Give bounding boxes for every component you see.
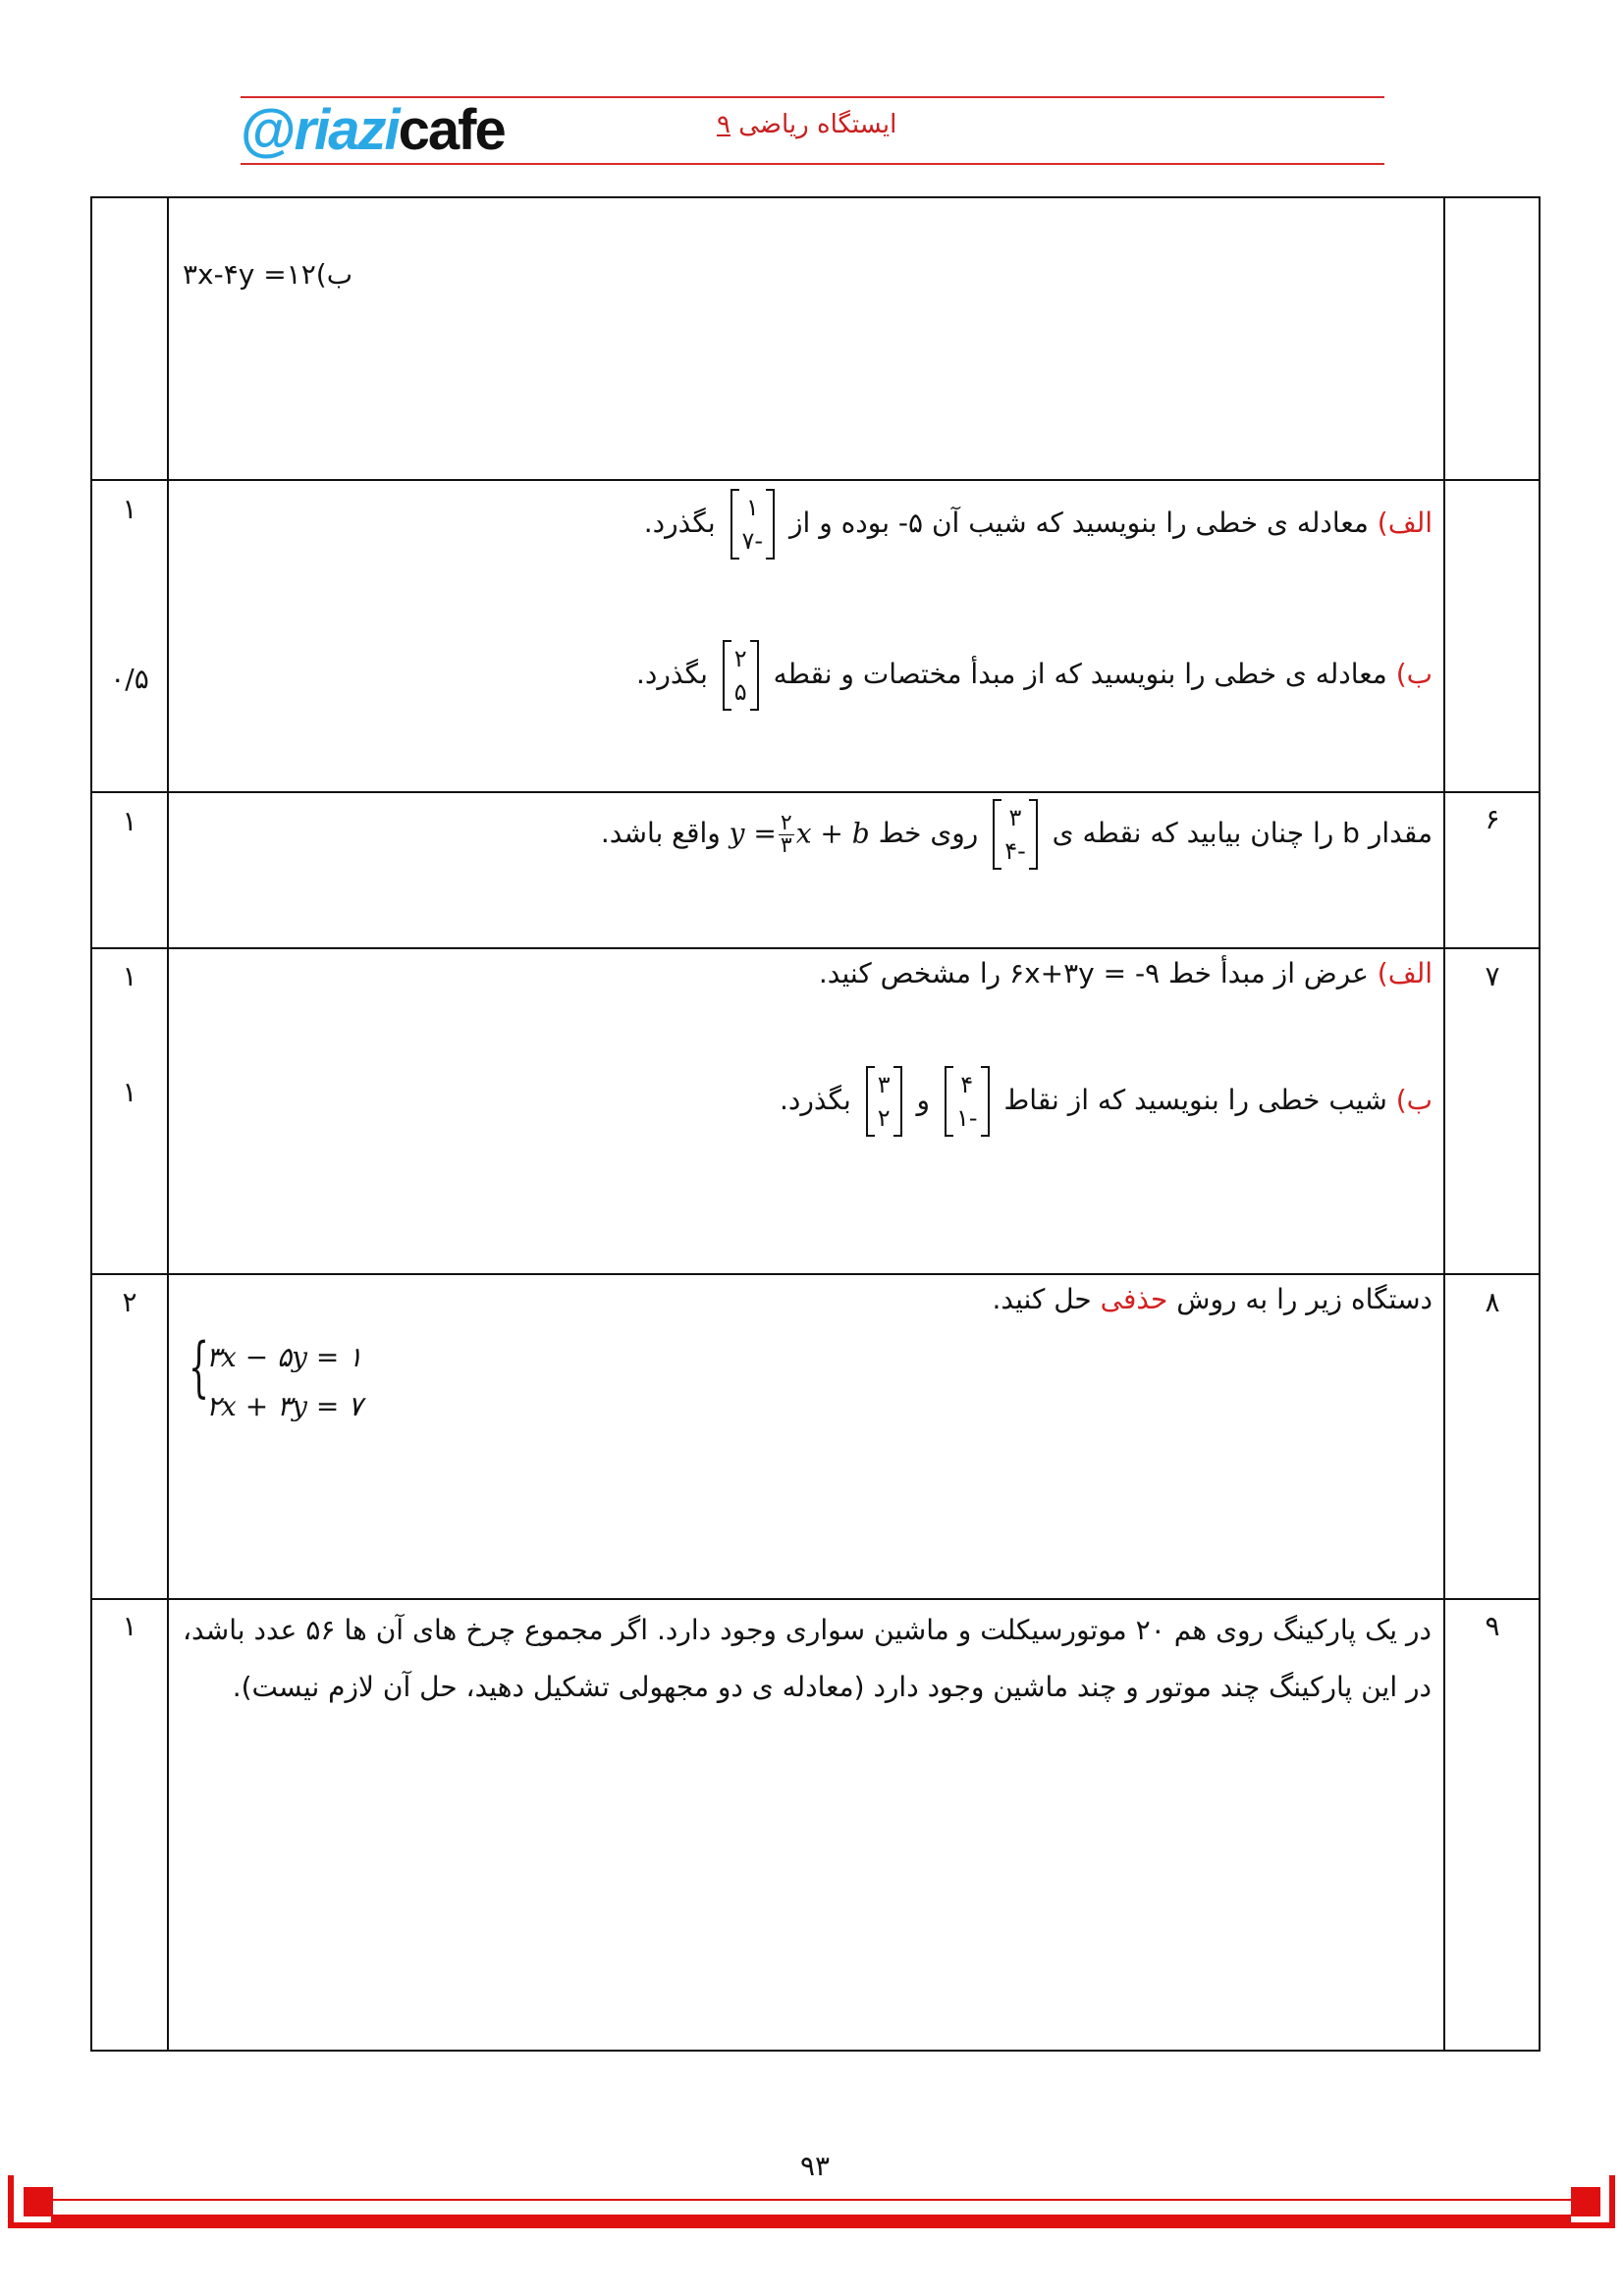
row7b-vector-1 bbox=[945, 1066, 990, 1137]
row5b-question bbox=[636, 640, 1433, 711]
row5b-score: ۰/۵ bbox=[110, 663, 149, 695]
question-number-9: ۹ bbox=[1485, 1610, 1500, 1642]
score-column-divider bbox=[167, 196, 169, 2052]
footer-corner-left-block bbox=[24, 2187, 53, 2216]
row5a-question bbox=[644, 489, 1433, 560]
system-brace: { bbox=[189, 1329, 209, 1405]
row5a-vector bbox=[730, 489, 776, 560]
equation-system bbox=[189, 1329, 363, 1431]
row7a-score: ۱ bbox=[122, 960, 137, 992]
vector-top: ۴ bbox=[960, 1071, 974, 1098]
system-equations bbox=[206, 1333, 362, 1431]
row-divider bbox=[90, 791, 1541, 793]
footer-thin-rule bbox=[51, 2199, 1571, 2201]
row8-text-post: حل کنید. bbox=[992, 1283, 1101, 1315]
row6-text2: روی خط bbox=[869, 817, 988, 849]
row7b-and: و bbox=[907, 1084, 939, 1116]
row6-text3: واقع باشد. bbox=[600, 817, 730, 849]
vector-top: ۲ bbox=[733, 645, 747, 672]
logo bbox=[241, 98, 505, 163]
row7a-text: عرض از مبدأ خط ۹- = ۶x+۳y را مشخص کنید. bbox=[818, 957, 1378, 989]
footer-corner-right-foot bbox=[1566, 2222, 1615, 2228]
question-number-8: ۸ bbox=[1485, 1286, 1500, 1318]
vector-bottom: ۵ bbox=[733, 678, 747, 706]
header-title bbox=[717, 110, 896, 139]
equation-lhs: y = bbox=[729, 817, 777, 849]
row5b-vector bbox=[723, 640, 759, 711]
row5b-text: معادله ی خطی را بنویسید که از مبدأ مختصات و نقطه bbox=[764, 658, 1396, 690]
question-number-6: ۶ bbox=[1485, 803, 1500, 835]
vector-bottom: ۴- bbox=[1004, 837, 1026, 865]
row5a-label: الف) bbox=[1377, 507, 1433, 539]
vector-bottom: ۲ bbox=[877, 1104, 891, 1132]
number-column-divider bbox=[1443, 196, 1445, 2052]
row9-score: ۱ bbox=[122, 1610, 137, 1642]
row6-text1: مقدار b را چنان بیابید که نقطه ی bbox=[1043, 817, 1433, 849]
row5a-end: بگذرد. bbox=[643, 507, 725, 539]
vector-top: ۱ bbox=[745, 494, 759, 521]
system-equation-1: ۳x − ۵y = ۱ bbox=[206, 1341, 363, 1373]
row8-text-pre: دستگاه زیر را به روش bbox=[1167, 1283, 1433, 1315]
vector-top: ۳ bbox=[1008, 804, 1022, 831]
system-equation-2: ۲x + ۳y = ۷ bbox=[206, 1390, 363, 1422]
footer-corner-left bbox=[8, 2175, 14, 2228]
row6-score: ۱ bbox=[122, 805, 137, 837]
row7b-end: بگذرد. bbox=[779, 1084, 860, 1116]
row8-text-red: حذفی bbox=[1100, 1283, 1168, 1315]
row5a-score: ۱ bbox=[122, 493, 137, 525]
row5a-text: معادله ی خطی را بنویسید که شیب آن ۵- بوده و از bbox=[781, 507, 1378, 539]
equation-fraction bbox=[779, 810, 794, 858]
row-divider bbox=[90, 947, 1541, 949]
row6-equation bbox=[729, 810, 870, 858]
header-bottom-rule bbox=[241, 163, 1384, 165]
page-number: ۹۳ bbox=[799, 2150, 831, 2182]
logo-cafe: cafe bbox=[398, 98, 505, 162]
row7b-label: ب) bbox=[1395, 1084, 1433, 1116]
fraction-denominator: ۳ bbox=[780, 832, 792, 858]
equation-rhs: x + b bbox=[795, 817, 870, 849]
row8-score: ۲ bbox=[122, 1286, 137, 1318]
row8-question bbox=[992, 1282, 1433, 1317]
logo-riazi: riazi bbox=[294, 98, 399, 162]
row6-question bbox=[601, 799, 1433, 870]
footer-bar bbox=[51, 2215, 1571, 2228]
row5b-label: ب) bbox=[1395, 658, 1433, 690]
row7b-vector-2 bbox=[866, 1066, 902, 1137]
row7b-text: شیب خطی را بنویسید که از نقاط bbox=[995, 1084, 1396, 1116]
row9-question: در یک پارکینگ روی هم ۲۰ موتورسیکلت و ماشین سواری وجود دارد. اگر مجموع چرخ های آن ها ۵۶ عدد باشد، در این پارکینگ چند موتور و چند ماشین وجود دارد (معادله ی دو مجهولی تشکیل دهید، حل آن لازم نیست). bbox=[183, 1614, 1433, 1703]
vector-bottom: ۱- bbox=[955, 1104, 978, 1132]
footer-corner-left-foot bbox=[8, 2222, 57, 2228]
header-title-text: ایستگاه ریاضی bbox=[730, 110, 897, 139]
row6-vector bbox=[993, 799, 1038, 870]
row5b-end: بگذرد. bbox=[636, 658, 717, 690]
row-divider bbox=[90, 479, 1541, 481]
row-divider bbox=[90, 1598, 1541, 1600]
footer-corner-right bbox=[1609, 2175, 1615, 2228]
row7b-question bbox=[780, 1066, 1433, 1137]
row7b-score: ۱ bbox=[122, 1076, 137, 1108]
row7a-question bbox=[819, 956, 1433, 991]
fraction-numerator: ۲ bbox=[780, 810, 792, 835]
row0-item-b: ۳x-۴y =۱۲(ب bbox=[183, 258, 353, 291]
vector-bottom: ۷- bbox=[741, 527, 764, 555]
row7a-label: الف) bbox=[1377, 957, 1433, 989]
vector-top: ۳ bbox=[877, 1071, 891, 1098]
row-divider bbox=[90, 1273, 1541, 1275]
footer-corner-right-block bbox=[1571, 2187, 1600, 2216]
header-title-number: ۹ bbox=[717, 110, 730, 139]
logo-at: @ bbox=[241, 98, 295, 162]
question-number-7: ۷ bbox=[1485, 960, 1500, 992]
